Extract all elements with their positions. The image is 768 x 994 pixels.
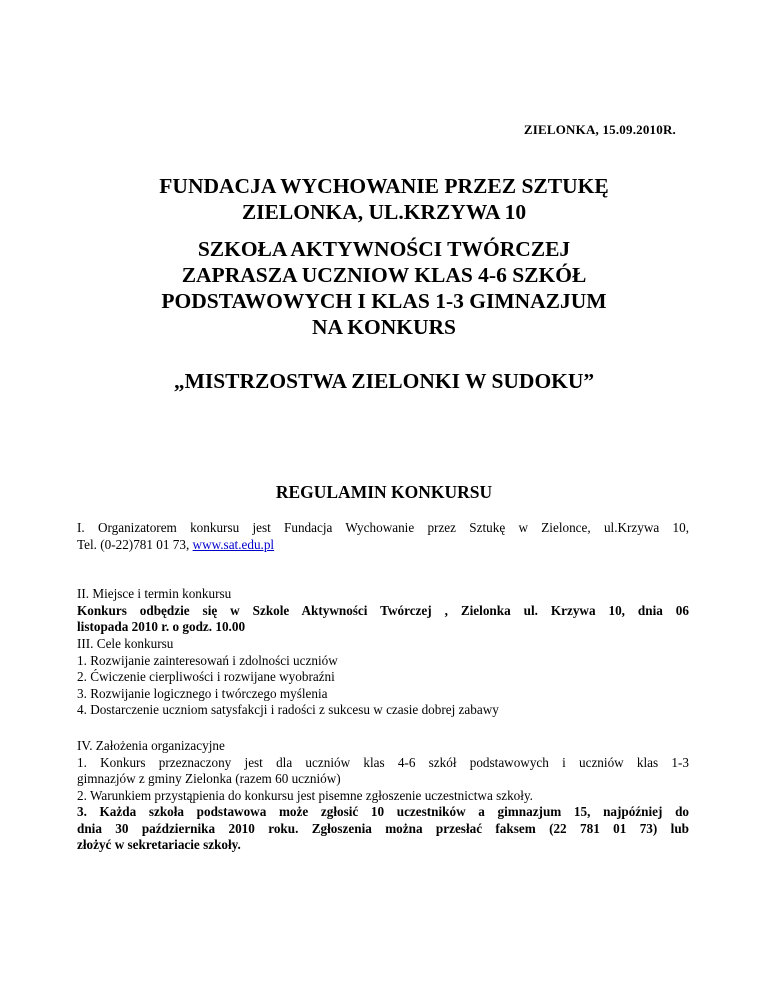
- contest-name: „MISTRZOSTWA ZIELONKI W SUDOKU”: [173, 369, 595, 393]
- document-date: ZIELONKA, 15.09.2010R.: [523, 122, 676, 137]
- section-place-date: [77, 586, 689, 636]
- section-goals: [77, 636, 689, 719]
- website-link[interactable]: www.sat.edu.pl: [192, 536, 275, 552]
- organizer-phone: Tel. (0-22)781 01 73,: [77, 536, 193, 552]
- section-organizer: [77, 520, 689, 553]
- place-date-heading: II. Miejsce i termin konkursu: [77, 586, 232, 601]
- regulamin-title: REGULAMIN KONKURSU: [275, 482, 493, 502]
- organizational-item-1-line-1: 1. Konkurs przeznaczony jest dla uczniów klas 4-6 szkół podstawowych i uczniów klas 1-3: [77, 754, 689, 770]
- organizational-item-1-line-2: gimnazjów z gminy Zielonka (razem 60 uczniów): [77, 771, 341, 786]
- goal-item: 1. Rozwijanie zainteresowań i zdolności uczniów: [77, 652, 338, 668]
- place-date-line-2: listopada 2010 r. o godz. 10.00: [77, 619, 246, 634]
- na-konkurs-heading: [60, 314, 708, 340]
- organization-address: ZIELONKA, UL.KRZYWA 10: [241, 200, 527, 224]
- goal-item: 3. Rozwijanie logicznego i twórczego myślenia: [77, 685, 328, 701]
- goal-item: 4. Dostarczenie uczniom satysfakcji i radości z sukcesu w czasie dobrej zabawy: [77, 702, 499, 717]
- organization-heading: [60, 173, 708, 225]
- contest-name-heading: [60, 368, 708, 394]
- organization-name: FUNDACJA WYCHOWANIE PRZEZ SZTUKĘ: [159, 174, 609, 198]
- na-konkurs-text: NA KONKURS: [312, 315, 456, 339]
- invitation-line-2: ZAPRASZA UCZNIOW KLAS 4-6 SZKÓŁ: [181, 263, 587, 287]
- invitation-line-3: PODSTAWOWYCH I KLAS 1-3 GIMNAZJUM: [161, 289, 607, 313]
- organizational-item-3-line-1: 3. Każda szkoła podstawowa może zgłosić 10 uczestników a gimnazjum 15, najpóźniej do: [77, 804, 689, 819]
- organizational-item-3-line-3: złożyć w sekretariacie szkoły.: [77, 837, 241, 852]
- organizer-line-2: [77, 537, 689, 554]
- invitation-heading: [60, 236, 708, 314]
- goal-item: 2. Ćwiczenie cierpliwości i rozwijane wyobraźni: [77, 669, 335, 684]
- organizational-item-3-line-2: dnia 30 października 2010 roku. Zgłoszenia można przesłać faksem (22 781 01 73) lub: [77, 820, 689, 836]
- organizer-line-1: I. Organizatorem konkursu jest Fundacja Wychowanie przez Sztukę w Zielonce, ul.Krzywa 10,: [77, 520, 689, 535]
- organizational-item-2: 2. Warunkiem przystąpienia do konkursu jest pisemne zgłoszenie uczestnictwa szkoły.: [77, 787, 533, 803]
- organizational-heading: IV. Założenia organizacyjne: [77, 738, 225, 753]
- section-organizational: [77, 738, 689, 854]
- goals-heading: III. Cele konkursu: [77, 636, 174, 651]
- regulamin-heading: [60, 481, 708, 503]
- place-date-line-1: Konkurs odbędzie się w Szkole Aktywności Twórczej , Zielonka ul. Krzywa 10, dnia 06: [77, 602, 689, 618]
- invitation-line-1: SZKOŁA AKTYWNOŚCI TWÓRCZEJ: [197, 237, 571, 261]
